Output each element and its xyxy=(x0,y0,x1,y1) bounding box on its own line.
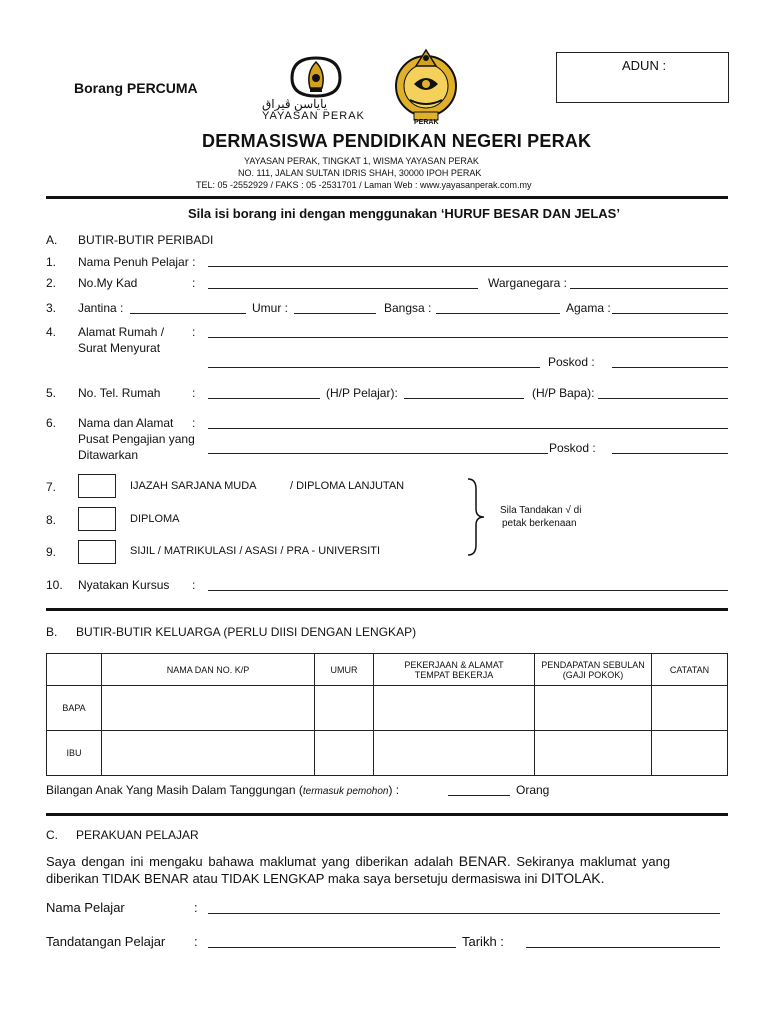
q10-label: Nyatakan Kursus xyxy=(78,578,170,592)
section-a-title: BUTIR-BUTIR PERIBADI xyxy=(78,233,214,247)
student-phone-field[interactable] xyxy=(404,398,524,399)
q3-label2: Umur : xyxy=(252,301,288,315)
adun-label: ADUN : xyxy=(622,58,667,73)
mykad-field[interactable] xyxy=(208,288,478,289)
institution-field-line-2[interactable] xyxy=(208,453,548,454)
declaration-text-2a: diberikan xyxy=(46,871,103,886)
q6-colon: : xyxy=(192,416,196,430)
q5-label3: (H/P Bapa): xyxy=(532,386,595,400)
yayasan-arabic: ياياسن ڤيراق xyxy=(262,97,328,111)
home-phone-field[interactable] xyxy=(208,398,320,399)
address-field-line-2[interactable] xyxy=(208,367,540,368)
yayasan-name: YAYASAN PERAK xyxy=(262,110,365,122)
father-name-cell[interactable] xyxy=(102,686,315,731)
mother-occupation-cell[interactable] xyxy=(374,731,535,776)
tick-note-line-2: petak berkenaan xyxy=(502,518,577,529)
instruction: Sila isi borang ini dengan menggunakan ‘HURUF BESAR DAN JELAS’ xyxy=(188,206,620,221)
address-line-1: YAYASAN PERAK, TINGKAT 1, WISMA YAYASAN PERAK xyxy=(244,156,479,166)
table-header-row xyxy=(47,654,728,686)
mother-name-cell[interactable] xyxy=(102,731,315,776)
section-b-title: BUTIR-BUTIR KELUARGA (PERLU DIISI DENGAN LENGKAP) xyxy=(76,625,417,639)
header-occupation-line-2: TEMPAT BEKERJA xyxy=(414,669,494,680)
declaration-text-1a: Saya dengan ini mengaku bahawa maklumat yang diberikan adalah xyxy=(46,854,459,869)
q6-label-line3: Ditawarkan xyxy=(78,448,139,462)
q5-colon: : xyxy=(192,386,196,400)
father-notes-cell[interactable] xyxy=(652,686,728,731)
religion-field[interactable] xyxy=(612,313,728,314)
q5-num: 5. xyxy=(46,386,57,400)
q3-label: Jantina : xyxy=(78,301,124,315)
section-b-divider xyxy=(46,813,728,816)
address-postcode-field[interactable] xyxy=(612,367,728,368)
q8-option: DIPLOMA xyxy=(130,513,180,525)
father-occupation-cell[interactable] xyxy=(374,686,535,731)
address-line-2: NO. 111, JALAN SULTAN IDRIS SHAH, 30000 IPOH PERAK xyxy=(238,168,482,178)
student-name-label: Nama Pelajar xyxy=(46,900,125,915)
header-notes-cell: CATATAN xyxy=(652,654,728,686)
citizenship-field[interactable] xyxy=(570,288,728,289)
section-c-letter: C. xyxy=(46,828,58,842)
declaration-true: BENAR xyxy=(458,853,508,869)
q4-num: 4. xyxy=(46,325,57,339)
row-label-mother: IBU xyxy=(47,731,102,776)
q9-option: SIJIL / MATRIKULASI / ASASI / PRA - UNIVERSITI xyxy=(130,545,381,557)
q4-label-line1: Alamat Rumah / xyxy=(78,325,165,339)
student-name-colon: : xyxy=(194,900,198,915)
q10-num: 10. xyxy=(46,578,63,592)
signature-colon: : xyxy=(194,934,198,949)
q5-label2: (H/P Pelajar): xyxy=(326,386,398,400)
declaration-rejected: DITOLAK. xyxy=(540,870,605,886)
q7-option: IJAZAH SARJANA MUDA xyxy=(130,480,257,492)
q4-colon: : xyxy=(192,325,196,339)
q2-label2: Warganegara : xyxy=(488,276,567,290)
signature-label: Tandatangan Pelajar xyxy=(46,934,166,949)
dependents-count-field[interactable] xyxy=(448,795,510,796)
form-tag: Borang PERCUMA xyxy=(74,80,198,96)
declaration-line-2 xyxy=(46,870,605,886)
perak-crest-icon xyxy=(386,44,466,124)
yayasan-perak-logo-icon xyxy=(288,54,344,100)
dependents-close: ) : xyxy=(388,783,400,797)
q6-label-line1: Nama dan Alamat xyxy=(78,416,174,430)
tick-note-line-1: Sila Tandakan √ di xyxy=(500,505,582,516)
declaration-text-2e: maka saya bersetuju dermasiswa ini xyxy=(324,871,541,886)
crest-label: PERAK xyxy=(414,119,439,126)
page-title: DERMASISWA PENDIDIKAN NEGERI PERAK xyxy=(202,131,592,151)
table-row xyxy=(47,686,728,731)
q1-num: 1. xyxy=(46,255,57,269)
course-field[interactable] xyxy=(208,590,728,591)
q3-num: 3. xyxy=(46,301,57,315)
mother-notes-cell[interactable] xyxy=(652,731,728,776)
date-field[interactable] xyxy=(526,947,720,948)
q7-num: 7. xyxy=(46,480,57,494)
address-field-line-1[interactable] xyxy=(208,337,728,338)
dependents-note: termasuk pemohon xyxy=(302,786,389,797)
q4-poskod: Poskod : xyxy=(548,355,595,369)
header-divider xyxy=(46,196,728,199)
q6-label-line2: Pusat Pengajian yang xyxy=(78,432,195,446)
family-table xyxy=(46,653,728,776)
section-b-letter: B. xyxy=(46,625,58,639)
race-field[interactable] xyxy=(436,313,560,314)
section-a-divider xyxy=(46,608,728,611)
row-label-father: BAPA xyxy=(47,686,102,731)
dependents-unit: Orang xyxy=(516,783,550,797)
declaration-text-1c: . Sekiranya maklumat yang xyxy=(507,854,671,869)
header-income-cell xyxy=(535,654,652,686)
q2-num: 2. xyxy=(46,276,57,290)
declaration-line-1 xyxy=(46,853,670,869)
section-a-letter: A. xyxy=(46,233,58,247)
header-income-line-2: (GAJI POKOK) xyxy=(562,669,624,680)
institution-field-line-1[interactable] xyxy=(208,428,728,429)
header-occupation-line-1: PEKERJAAN & ALAMAT xyxy=(404,659,504,670)
header-name-cell: NAMA DAN NO. K/P xyxy=(102,654,315,686)
diploma-checkbox[interactable] xyxy=(78,507,116,531)
gender-field[interactable] xyxy=(130,313,246,314)
signature-field[interactable] xyxy=(208,947,456,948)
q6-num: 6. xyxy=(46,416,57,430)
q6-poskod: Poskod : xyxy=(549,441,596,455)
q4-label-line2: Surat Menyurat xyxy=(78,341,161,355)
declaration-not-true: TIDAK BENAR xyxy=(102,871,189,886)
certificate-checkbox[interactable] xyxy=(78,540,116,564)
degree-checkbox[interactable] xyxy=(78,474,116,498)
student-name-field[interactable] xyxy=(208,913,720,914)
mother-age-cell[interactable] xyxy=(315,731,374,776)
q9-num: 9. xyxy=(46,545,57,559)
section-c-title: PERAKUAN PELAJAR xyxy=(76,828,199,842)
q8-num: 8. xyxy=(46,513,57,527)
declaration-text-2c: atau xyxy=(188,871,222,886)
q3-label3: Bangsa : xyxy=(384,301,432,315)
q7-option2: / DIPLOMA LANJUTAN xyxy=(290,480,405,492)
q1-label: Nama Penuh Pelajar : xyxy=(78,255,196,269)
mother-income-cell[interactable] xyxy=(535,731,652,776)
institution-postcode-field[interactable] xyxy=(612,453,728,454)
dependents-line xyxy=(46,783,399,797)
right-brace-icon xyxy=(466,477,486,557)
header-age-cell: UMUR xyxy=(315,654,374,686)
age-field[interactable] xyxy=(294,313,376,314)
header-income-line-1: PENDAPATAN SEBULAN xyxy=(541,659,645,670)
q2-colon: : xyxy=(192,276,196,290)
declaration-incomplete: TIDAK LENGKAP xyxy=(221,871,325,886)
contact-line: TEL: 05 -2552929 / FAKS : 05 -2531701 / Laman Web : www.yayasanperak.com.my xyxy=(196,180,532,190)
table-row xyxy=(47,731,728,776)
header-occupation-cell xyxy=(374,654,535,686)
header-blank-cell xyxy=(47,654,102,686)
q2-label: No.My Kad xyxy=(78,276,138,290)
q5-label: No. Tel. Rumah xyxy=(78,386,161,400)
dependents-label: Bilangan Anak Yang Masih Dalam Tanggungan ( xyxy=(46,783,303,797)
father-phone-field[interactable] xyxy=(598,398,728,399)
date-label: Tarikh : xyxy=(462,934,504,949)
q3-label4: Agama : xyxy=(566,301,611,315)
father-income-cell[interactable] xyxy=(535,686,652,731)
full-name-field[interactable] xyxy=(208,266,728,267)
q10-colon: : xyxy=(192,578,196,592)
father-age-cell[interactable] xyxy=(315,686,374,731)
